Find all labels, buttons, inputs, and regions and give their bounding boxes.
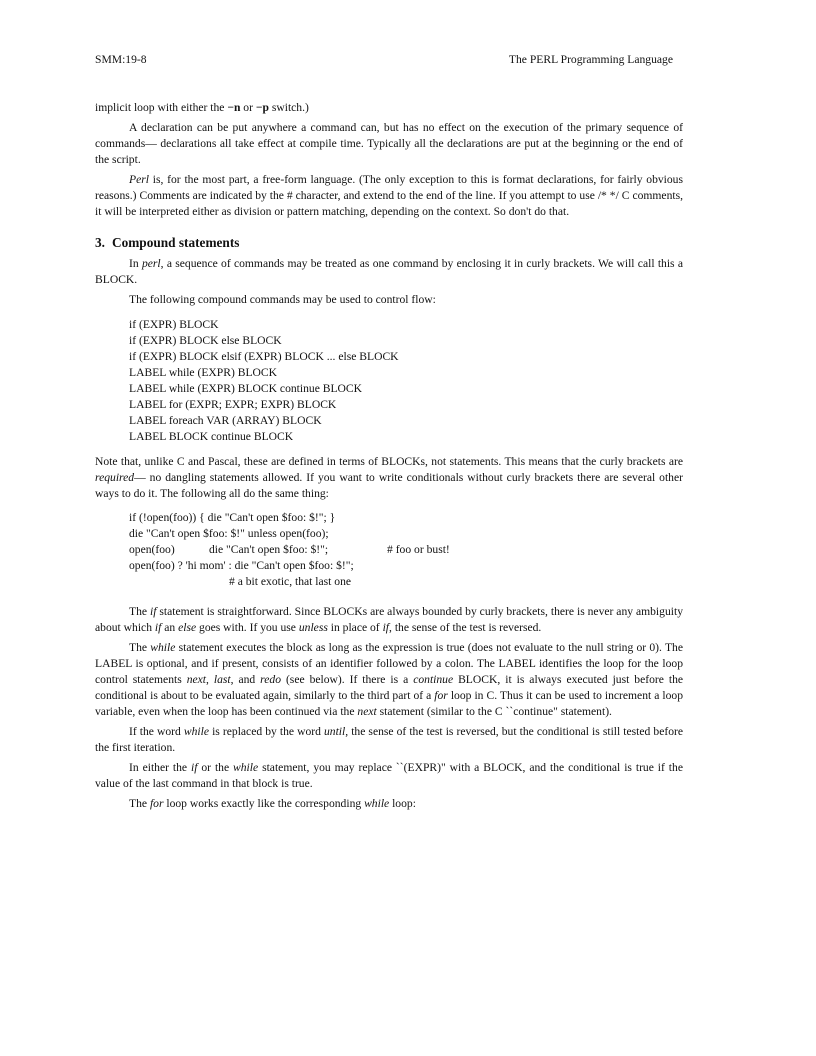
page-number-label: SMM:19-8 [95,53,147,66]
continued-paragraph: implicit loop with either the −n or −p switch.) [95,101,309,114]
paragraph-blocks-required: Note that, unlike C and Pascal, these are defined in terms of BLOCKs, not statements. This means that the curly brackets are required— no dangling statements allowed. If you want to write conditionals without curly brackets there are several other ways to do it. The following all do the same thing: [95,455,683,500]
paragraph-if-statement: The if statement is straightforward. Since BLOCKs are always bounded by curly brackets, there is never any ambiguity about which if an else goes with. If you use unless in place of if, the sense of the test is reversed. [95,605,683,634]
paragraph-expr-block: In either the if or the while statement, you may replace ``(EXPR)" with a BLOCK, and the conditional is true if the value of the last command in that block is true. [95,761,683,790]
document-title: The PERL Programming Language [508,53,673,66]
compound-form-line: LABEL BLOCK continue BLOCK [129,430,294,443]
compound-form-line: if (EXPR) BLOCK else BLOCK [129,334,282,347]
compound-form-line: if (EXPR) BLOCK [129,318,219,331]
paragraph-free-form: Perl is, for the most part, a free-form language. (The only exception to this is format declarations, for fairly obvious reasons.) Comments are indicated by the # character, and extend to the end of the line. If you attempt to use /* */ C comments, it will be interpreted either as division or pattern matching, depending on the context. So don't do that. [95,173,683,218]
example-line: open(foo) ? 'hi mom' : die "Can't open $foo: $!"; [129,559,354,572]
example-line: open(foo) die "Can't open $foo: $!"; # foo or bust! [129,543,450,556]
paragraph-declarations: A declaration can be put anywhere a command can, but has no effect on the execution of the primary sequence of commands— declarations all take effect at compile time. Typically all the declarations are put at the beginning or the end of the script. [95,121,683,166]
compound-form-line: LABEL for (EXPR; EXPR; EXPR) BLOCK [129,398,337,411]
compound-form-line: LABEL foreach VAR (ARRAY) BLOCK [129,414,322,427]
page-body [95,100,683,816]
running-header [95,52,673,68]
example-line: # a bit exotic, that last one [229,575,352,588]
section-title: Compound statements [111,235,240,250]
equivalent-examples [129,510,683,590]
paragraph-control-flow-intro: The following compound commands may be used to control flow: [129,293,436,306]
compound-form-line: if (EXPR) BLOCK elsif (EXPR) BLOCK ... else BLOCK [129,350,399,363]
section-heading [95,234,683,252]
compound-forms-list [129,317,683,445]
example-line: if (!open(foo)) { die "Can't open $foo: $!"; } [129,511,336,524]
compound-form-line: LABEL while (EXPR) BLOCK continue BLOCK [129,382,363,395]
compound-form-line: LABEL while (EXPR) BLOCK [129,366,278,379]
section-number: 3. [95,235,105,250]
paragraph-block-definition: In perl, a sequence of commands may be treated as one command by enclosing it in curly brackets. We will call this a BLOCK. [95,257,684,286]
paragraph-while-statement: The while statement executes the block as long as the expression is true (does not evaluate to the null string or 0). The LABEL is optional, and if present, consists of an identifier followed by a colon. The LABEL identifies the loop for the loop control statements next, last, and redo (see below). If there is a continue BLOCK, it is always executed just before the conditional is about to be evaluated again, similarly to the third part of a for loop in C. Thus it can be used to increment a loop variable, even when the loop has been continued via the next statement (similar to the C ``continue" statement). [95,641,684,718]
paragraph-for-loop: The for loop works exactly like the corresponding while loop: [129,797,416,810]
paragraph-until: If the word while is replaced by the word until, the sense of the test is reversed, but the conditional is still tested before the first iteration. [95,725,684,754]
example-line: die "Can't open $foo: $!" unless open(foo); [129,527,329,540]
